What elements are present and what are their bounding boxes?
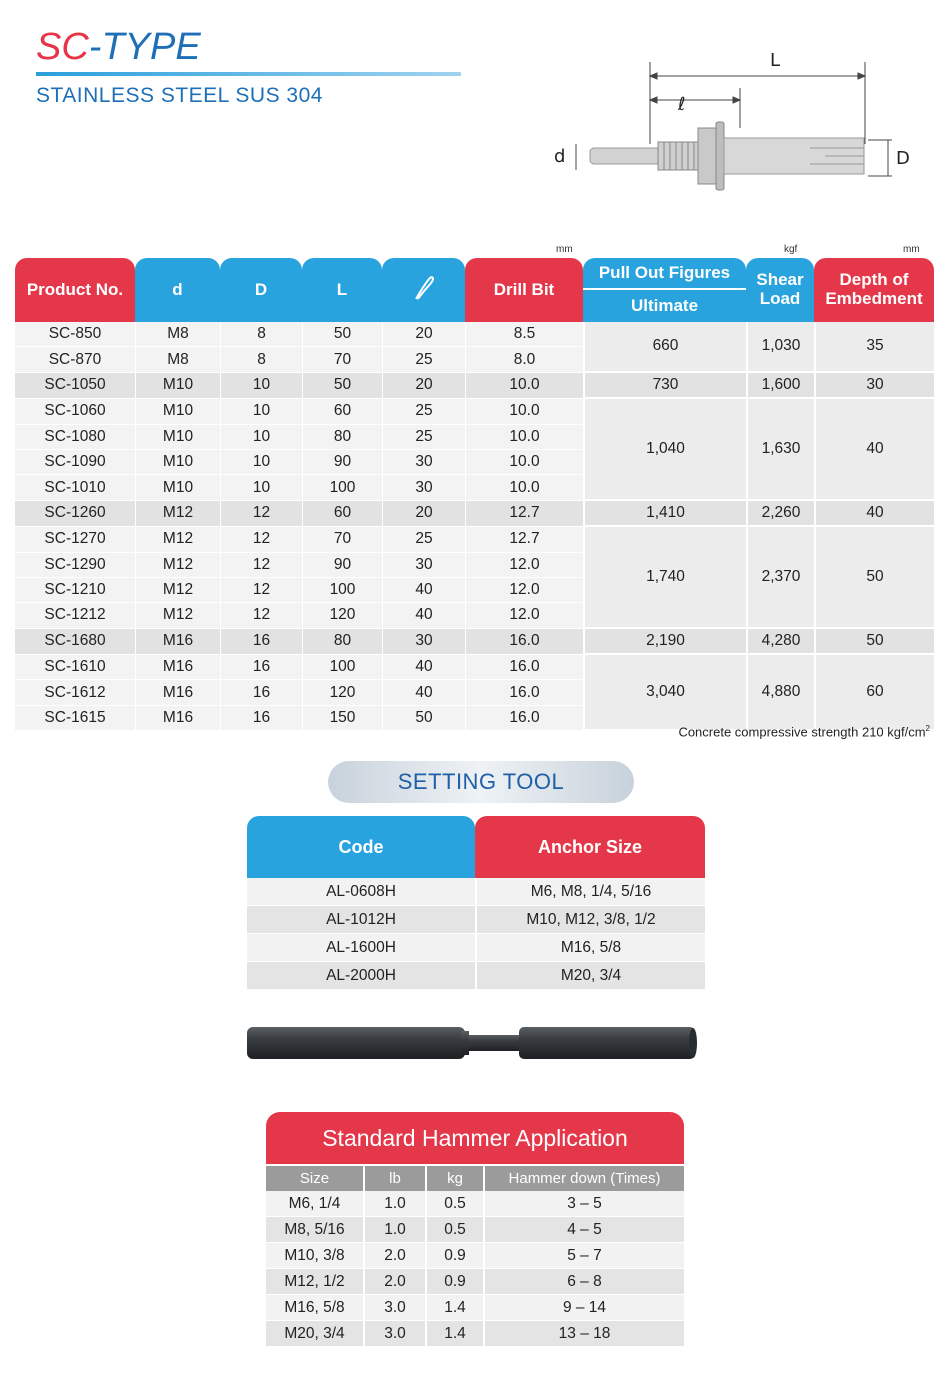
cell-d: M10 (135, 475, 220, 500)
cell-d: M8 (135, 347, 220, 372)
cell-product: SC-1270 (15, 527, 135, 552)
cell-L: 60 (302, 399, 382, 424)
title-type-text: -TYPE (88, 26, 201, 68)
cell-l: 40 (382, 578, 465, 603)
cell-D: 12 (220, 553, 302, 578)
cell-L: 70 (302, 347, 382, 372)
cell-D: 10 (220, 373, 302, 399)
cell-l: 20 (382, 322, 465, 347)
cell-D: 16 (220, 706, 302, 731)
unit-mm-right: mm (903, 244, 920, 255)
cell-D: 10 (220, 475, 302, 500)
cell-times: 4 – 5 (483, 1217, 684, 1243)
table-row (247, 962, 705, 990)
cell-lb: 1.0 (363, 1217, 425, 1243)
cell-product: SC-1260 (15, 501, 135, 527)
label-l: ℓ (678, 94, 686, 115)
cell-d: M16 (135, 629, 220, 655)
cell-code: AL-1012H (247, 906, 475, 934)
cell-depth: 50 (814, 629, 934, 655)
cell-anchor-size: M16, 5/8 (475, 934, 705, 962)
cell-L: 100 (302, 475, 382, 500)
cell-drill: 12.0 (465, 603, 583, 628)
cell-shear: 4,880 (746, 655, 814, 731)
cell-size: M20, 3/4 (266, 1321, 363, 1347)
table-row (15, 373, 934, 399)
cell-shear: 1,030 (746, 322, 814, 373)
label-D: D (896, 148, 910, 169)
cell-product: SC-1010 (15, 475, 135, 500)
cell-product: SC-1080 (15, 425, 135, 450)
table-row (15, 501, 934, 527)
cell-l: 40 (382, 603, 465, 628)
hammer-title: Standard Hammer Application (266, 1112, 684, 1164)
cell-size: M16, 5/8 (266, 1295, 363, 1321)
cell-drill: 12.7 (465, 501, 583, 527)
spec-table-body (15, 322, 934, 731)
cell-d: M16 (135, 706, 220, 731)
cell-l: 25 (382, 399, 465, 424)
cell-kg: 1.4 (425, 1321, 483, 1347)
cell-L: 70 (302, 527, 382, 552)
cell-drill: 16.0 (465, 706, 583, 731)
cell-l: 25 (382, 425, 465, 450)
cell-drill: 10.0 (465, 450, 583, 475)
cell-product: SC-1612 (15, 680, 135, 705)
header-d: d (135, 258, 220, 322)
cell-times: 6 – 8 (483, 1269, 684, 1295)
cell-l: 40 (382, 655, 465, 680)
cell-drill: 8.0 (465, 347, 583, 372)
cell-size: M12, 1/2 (266, 1269, 363, 1295)
cell-depth: 40 (814, 399, 934, 501)
table-row (266, 1295, 684, 1321)
cell-drill: 12.7 (465, 527, 583, 552)
header-L: L (302, 258, 382, 322)
cell-d: M12 (135, 527, 220, 552)
header-depth: Depth of Embedment (814, 258, 934, 322)
cell-drill: 10.0 (465, 373, 583, 399)
cell-d: M10 (135, 399, 220, 424)
cell-shear: 2,370 (746, 527, 814, 629)
cell-lb: 1.0 (363, 1191, 425, 1217)
table-row (247, 906, 705, 934)
hammer-header-size: Size (266, 1166, 363, 1191)
cell-drill: 12.0 (465, 578, 583, 603)
header-code: Code (247, 816, 475, 878)
header-anchor-size: Anchor Size (475, 816, 705, 878)
cell-lb: 3.0 (363, 1321, 425, 1347)
cell-product: SC-870 (15, 347, 135, 372)
cell-d: M12 (135, 603, 220, 628)
cell-shear: 1,630 (746, 399, 814, 501)
cell-D: 10 (220, 450, 302, 475)
cell-times: 3 – 5 (483, 1191, 684, 1217)
script-l-icon (411, 274, 437, 302)
table-row (266, 1191, 684, 1217)
header-ultimate: Ultimate (583, 290, 746, 322)
cell-d: M10 (135, 450, 220, 475)
cell-lb: 3.0 (363, 1295, 425, 1321)
cell-kg: 0.9 (425, 1243, 483, 1269)
cell-shear: 4,280 (746, 629, 814, 655)
cell-l: 25 (382, 527, 465, 552)
cell-L: 80 (302, 425, 382, 450)
cell-D: 16 (220, 629, 302, 655)
cell-drill: 8.5 (465, 322, 583, 347)
cell-L: 90 (302, 553, 382, 578)
cell-d: M10 (135, 373, 220, 399)
cell-times: 5 – 7 (483, 1243, 684, 1269)
cell-D: 8 (220, 347, 302, 372)
cell-drill: 16.0 (465, 680, 583, 705)
cell-l: 50 (382, 706, 465, 731)
cell-D: 16 (220, 655, 302, 680)
table-row (266, 1269, 684, 1295)
table-row (15, 399, 934, 424)
cell-L: 90 (302, 450, 382, 475)
cell-drill: 10.0 (465, 425, 583, 450)
setting-tool-table (247, 816, 705, 990)
cell-d: M10 (135, 425, 220, 450)
cell-ultimate: 730 (583, 373, 746, 399)
cell-depth: 35 (814, 322, 934, 373)
cell-L: 100 (302, 578, 382, 603)
cell-size: M6, 1/4 (266, 1191, 363, 1217)
concrete-note (678, 724, 930, 739)
cell-anchor-size: M6, M8, 1/4, 5/16 (475, 878, 705, 906)
table-row (15, 655, 934, 680)
cell-product: SC-850 (15, 322, 135, 347)
cell-d: M12 (135, 553, 220, 578)
title-underline (36, 72, 461, 76)
cell-D: 12 (220, 578, 302, 603)
cell-kg: 0.5 (425, 1217, 483, 1243)
cell-drill: 10.0 (465, 399, 583, 424)
cell-D: 12 (220, 501, 302, 527)
cell-L: 50 (302, 322, 382, 347)
cell-kg: 1.4 (425, 1295, 483, 1321)
cell-drill: 12.0 (465, 553, 583, 578)
cell-lb: 2.0 (363, 1243, 425, 1269)
cell-drill: 16.0 (465, 629, 583, 655)
table-row (247, 934, 705, 962)
cell-D: 8 (220, 322, 302, 347)
table-row (15, 629, 934, 655)
hammer-table-body (266, 1191, 684, 1347)
cell-depth: 60 (814, 655, 934, 731)
header-drill-bit: Drill Bit (465, 258, 583, 322)
label-d: d (554, 146, 566, 167)
cell-depth: 30 (814, 373, 934, 399)
setting-tool-body (247, 878, 705, 990)
cell-D: 16 (220, 680, 302, 705)
table-row (247, 878, 705, 906)
table-row (15, 527, 934, 552)
cell-times: 13 – 18 (483, 1321, 684, 1347)
cell-product: SC-1290 (15, 553, 135, 578)
cell-L: 150 (302, 706, 382, 731)
cell-l: 20 (382, 501, 465, 527)
note-superscript: 2 (925, 724, 930, 733)
cell-L: 50 (302, 373, 382, 399)
cell-depth: 40 (814, 501, 934, 527)
cell-product: SC-1610 (15, 655, 135, 680)
anchor-dimension-diagram (540, 48, 930, 208)
cell-code: AL-1600H (247, 934, 475, 962)
cell-product: SC-1615 (15, 706, 135, 731)
cell-size: M10, 3/8 (266, 1243, 363, 1269)
header-l (382, 258, 465, 322)
hammer-header-kg: kg (425, 1166, 483, 1191)
cell-product: SC-1210 (15, 578, 135, 603)
cell-drill: 16.0 (465, 655, 583, 680)
table-row (266, 1321, 684, 1347)
page-title (36, 26, 201, 69)
cell-product: SC-1090 (15, 450, 135, 475)
cell-l: 30 (382, 475, 465, 500)
cell-l: 20 (382, 373, 465, 399)
cell-kg: 0.9 (425, 1269, 483, 1295)
cell-product: SC-1050 (15, 373, 135, 399)
header-D: D (220, 258, 302, 322)
cell-l: 40 (382, 680, 465, 705)
cell-ultimate: 1,040 (583, 399, 746, 501)
cell-D: 10 (220, 399, 302, 424)
cell-d: M16 (135, 680, 220, 705)
cell-D: 12 (220, 603, 302, 628)
cell-d: M8 (135, 322, 220, 347)
cell-code: AL-2000H (247, 962, 475, 990)
table-row (266, 1243, 684, 1269)
cell-times: 9 – 14 (483, 1295, 684, 1321)
cell-d: M16 (135, 655, 220, 680)
cell-ultimate: 2,190 (583, 629, 746, 655)
header-product-no: Product No. (15, 258, 135, 322)
cell-D: 12 (220, 527, 302, 552)
table-row (266, 1217, 684, 1243)
cell-depth: 50 (814, 527, 934, 629)
note-text: Concrete compressive strength 210 kgf/cm (678, 724, 926, 740)
hammer-table (266, 1166, 684, 1347)
cell-L: 80 (302, 629, 382, 655)
cell-product: SC-1060 (15, 399, 135, 424)
cell-L: 100 (302, 655, 382, 680)
cell-code: AL-0608H (247, 878, 475, 906)
cell-shear: 2,260 (746, 501, 814, 527)
cell-ultimate: 1,410 (583, 501, 746, 527)
cell-L: 120 (302, 603, 382, 628)
cell-l: 30 (382, 629, 465, 655)
header-pull-out: Pull Out Figures (583, 258, 746, 290)
cell-ultimate: 660 (583, 322, 746, 373)
cell-anchor-size: M20, 3/4 (475, 962, 705, 990)
cell-size: M8, 5/16 (266, 1217, 363, 1243)
cell-product: SC-1680 (15, 629, 135, 655)
unit-mm-left: mm (556, 244, 573, 255)
title-sc-text: SC (36, 26, 89, 68)
header-shear-load: Shear Load (746, 258, 814, 322)
setting-tool-title: SETTING TOOL (328, 761, 634, 803)
cell-D: 10 (220, 425, 302, 450)
cell-anchor-size: M10, M12, 3/8, 1/2 (475, 906, 705, 934)
cell-drill: 10.0 (465, 475, 583, 500)
spec-table (15, 258, 934, 731)
cell-l: 30 (382, 553, 465, 578)
cell-ultimate: 3,040 (583, 655, 746, 731)
cell-l: 25 (382, 347, 465, 372)
cell-ultimate: 1,740 (583, 527, 746, 629)
cell-shear: 1,600 (746, 373, 814, 399)
cell-product: SC-1212 (15, 603, 135, 628)
label-L: L (770, 50, 781, 71)
cell-d: M12 (135, 501, 220, 527)
cell-l: 30 (382, 450, 465, 475)
hammer-header-lb: lb (363, 1166, 425, 1191)
setting-tool-image (247, 1020, 697, 1065)
cell-L: 120 (302, 680, 382, 705)
cell-lb: 2.0 (363, 1269, 425, 1295)
hammer-header-times: Hammer down (Times) (483, 1166, 684, 1191)
page-subtitle: STAINLESS STEEL SUS 304 (36, 84, 323, 107)
cell-d: M12 (135, 578, 220, 603)
cell-kg: 0.5 (425, 1191, 483, 1217)
cell-L: 60 (302, 501, 382, 527)
unit-kgf: kgf (784, 244, 798, 255)
table-row (15, 322, 934, 347)
